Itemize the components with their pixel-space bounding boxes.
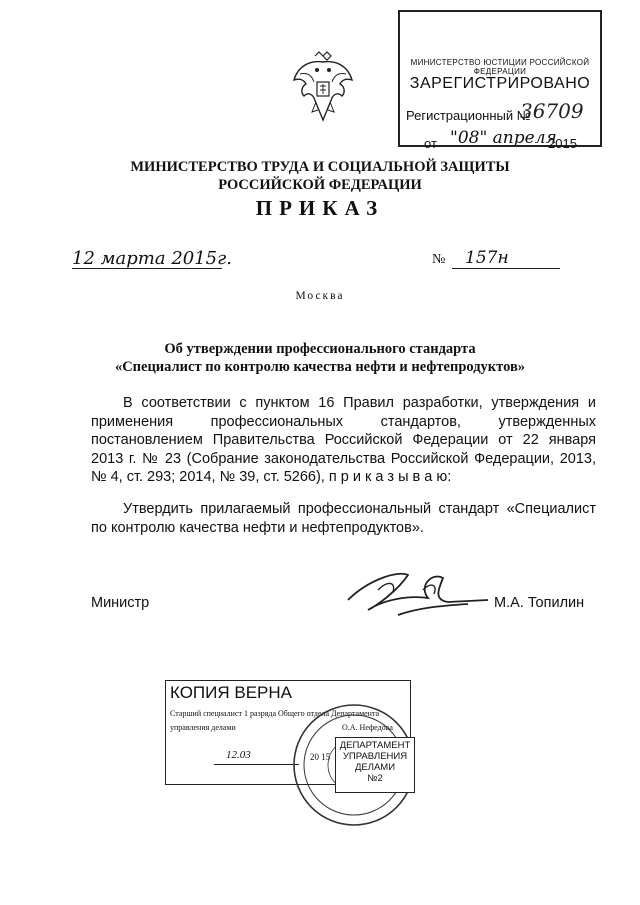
ministry-title-line1: МИНИСТЕРСТВО ТРУДА И СОЦИАЛЬНОЙ ЗАЩИТЫ: [130, 159, 510, 175]
copy-stamp-title: КОПИЯ ВЕРНА: [170, 683, 293, 702]
minister-title: Министр: [91, 595, 150, 611]
order-number-label: №: [432, 252, 446, 267]
order-number-underline: [452, 268, 560, 269]
copy-stamp-year: 20 15: [310, 752, 331, 762]
department-line-3: ДЕЛАМИ: [354, 762, 396, 773]
registration-date-label: от: [424, 136, 437, 151]
department-line-2: УПРАВЛЕНИЯ: [342, 751, 408, 762]
coat-of-arms-icon: [290, 50, 356, 130]
order-date: 12 марта 2015г.: [72, 248, 232, 269]
registration-date-value: "08" апреля: [450, 128, 557, 148]
registration-year: 2015: [548, 136, 577, 151]
copy-stamp-department: управления делами: [170, 723, 236, 732]
order-number: 157н: [465, 248, 509, 268]
body-paragraph-1: В соответствии с пунктом 16 Правил разработки, утверждения и применения профессиональных стандартов, утвержденных постановлением Правительства Российской Федерации от 22 января 2013 г. № 23 (Собрание законодательства Российской Федерации, 2013, № 4, ст. 293; 2014, № 39, ст. 5266), п р и к а з ы в а ю:: [91, 395, 596, 485]
order-title: ПРИКАЗ: [255, 196, 385, 220]
copy-stamp-date-underline: [214, 764, 299, 765]
department-line-4: №2: [367, 773, 383, 784]
ministry-title-line2: РОССИЙСКОЙ ФЕДЕРАЦИИ: [218, 177, 422, 193]
subject-line2: «Специалист по контролю качества нефти и нефтепродуктов»: [114, 359, 526, 375]
body-paragraph-2: Утвердить прилагаемый профессиональный стандарт «Специалист по контролю качества нефти и нефтепродуктов».: [91, 501, 596, 536]
registration-stamp: [398, 10, 602, 151]
registration-title: ЗАРЕГИСТРИРОВАНО: [409, 75, 591, 92]
copy-stamp-position: Старший специалист 1 разряда Общего отдела Департамента: [170, 709, 380, 718]
order-date-underline: [72, 268, 222, 269]
minister-name: М.А. Топилин: [494, 595, 585, 611]
ministry-title: [0, 158, 640, 194]
registration-ministry: МИНИСТЕРСТВО ЮСТИЦИИ РОССИЙСКОЙ ФЕДЕРАЦИИ: [410, 58, 590, 76]
copy-stamp-date: 12.03: [226, 749, 251, 761]
order-subject: [0, 340, 640, 376]
registration-number-value: 36709: [520, 99, 584, 123]
city-label: Москва: [295, 290, 345, 302]
copy-stamp-name: О.А. Нефедова: [342, 723, 393, 732]
department-line-1: ДЕПАРТАМЕНТ: [339, 740, 411, 751]
registration-number-label: Регистрационный №: [406, 108, 531, 123]
subject-line1: Об утверждении профессионального стандарта: [164, 341, 476, 357]
handwritten-signature: [338, 560, 518, 630]
department-box: [335, 737, 415, 793]
